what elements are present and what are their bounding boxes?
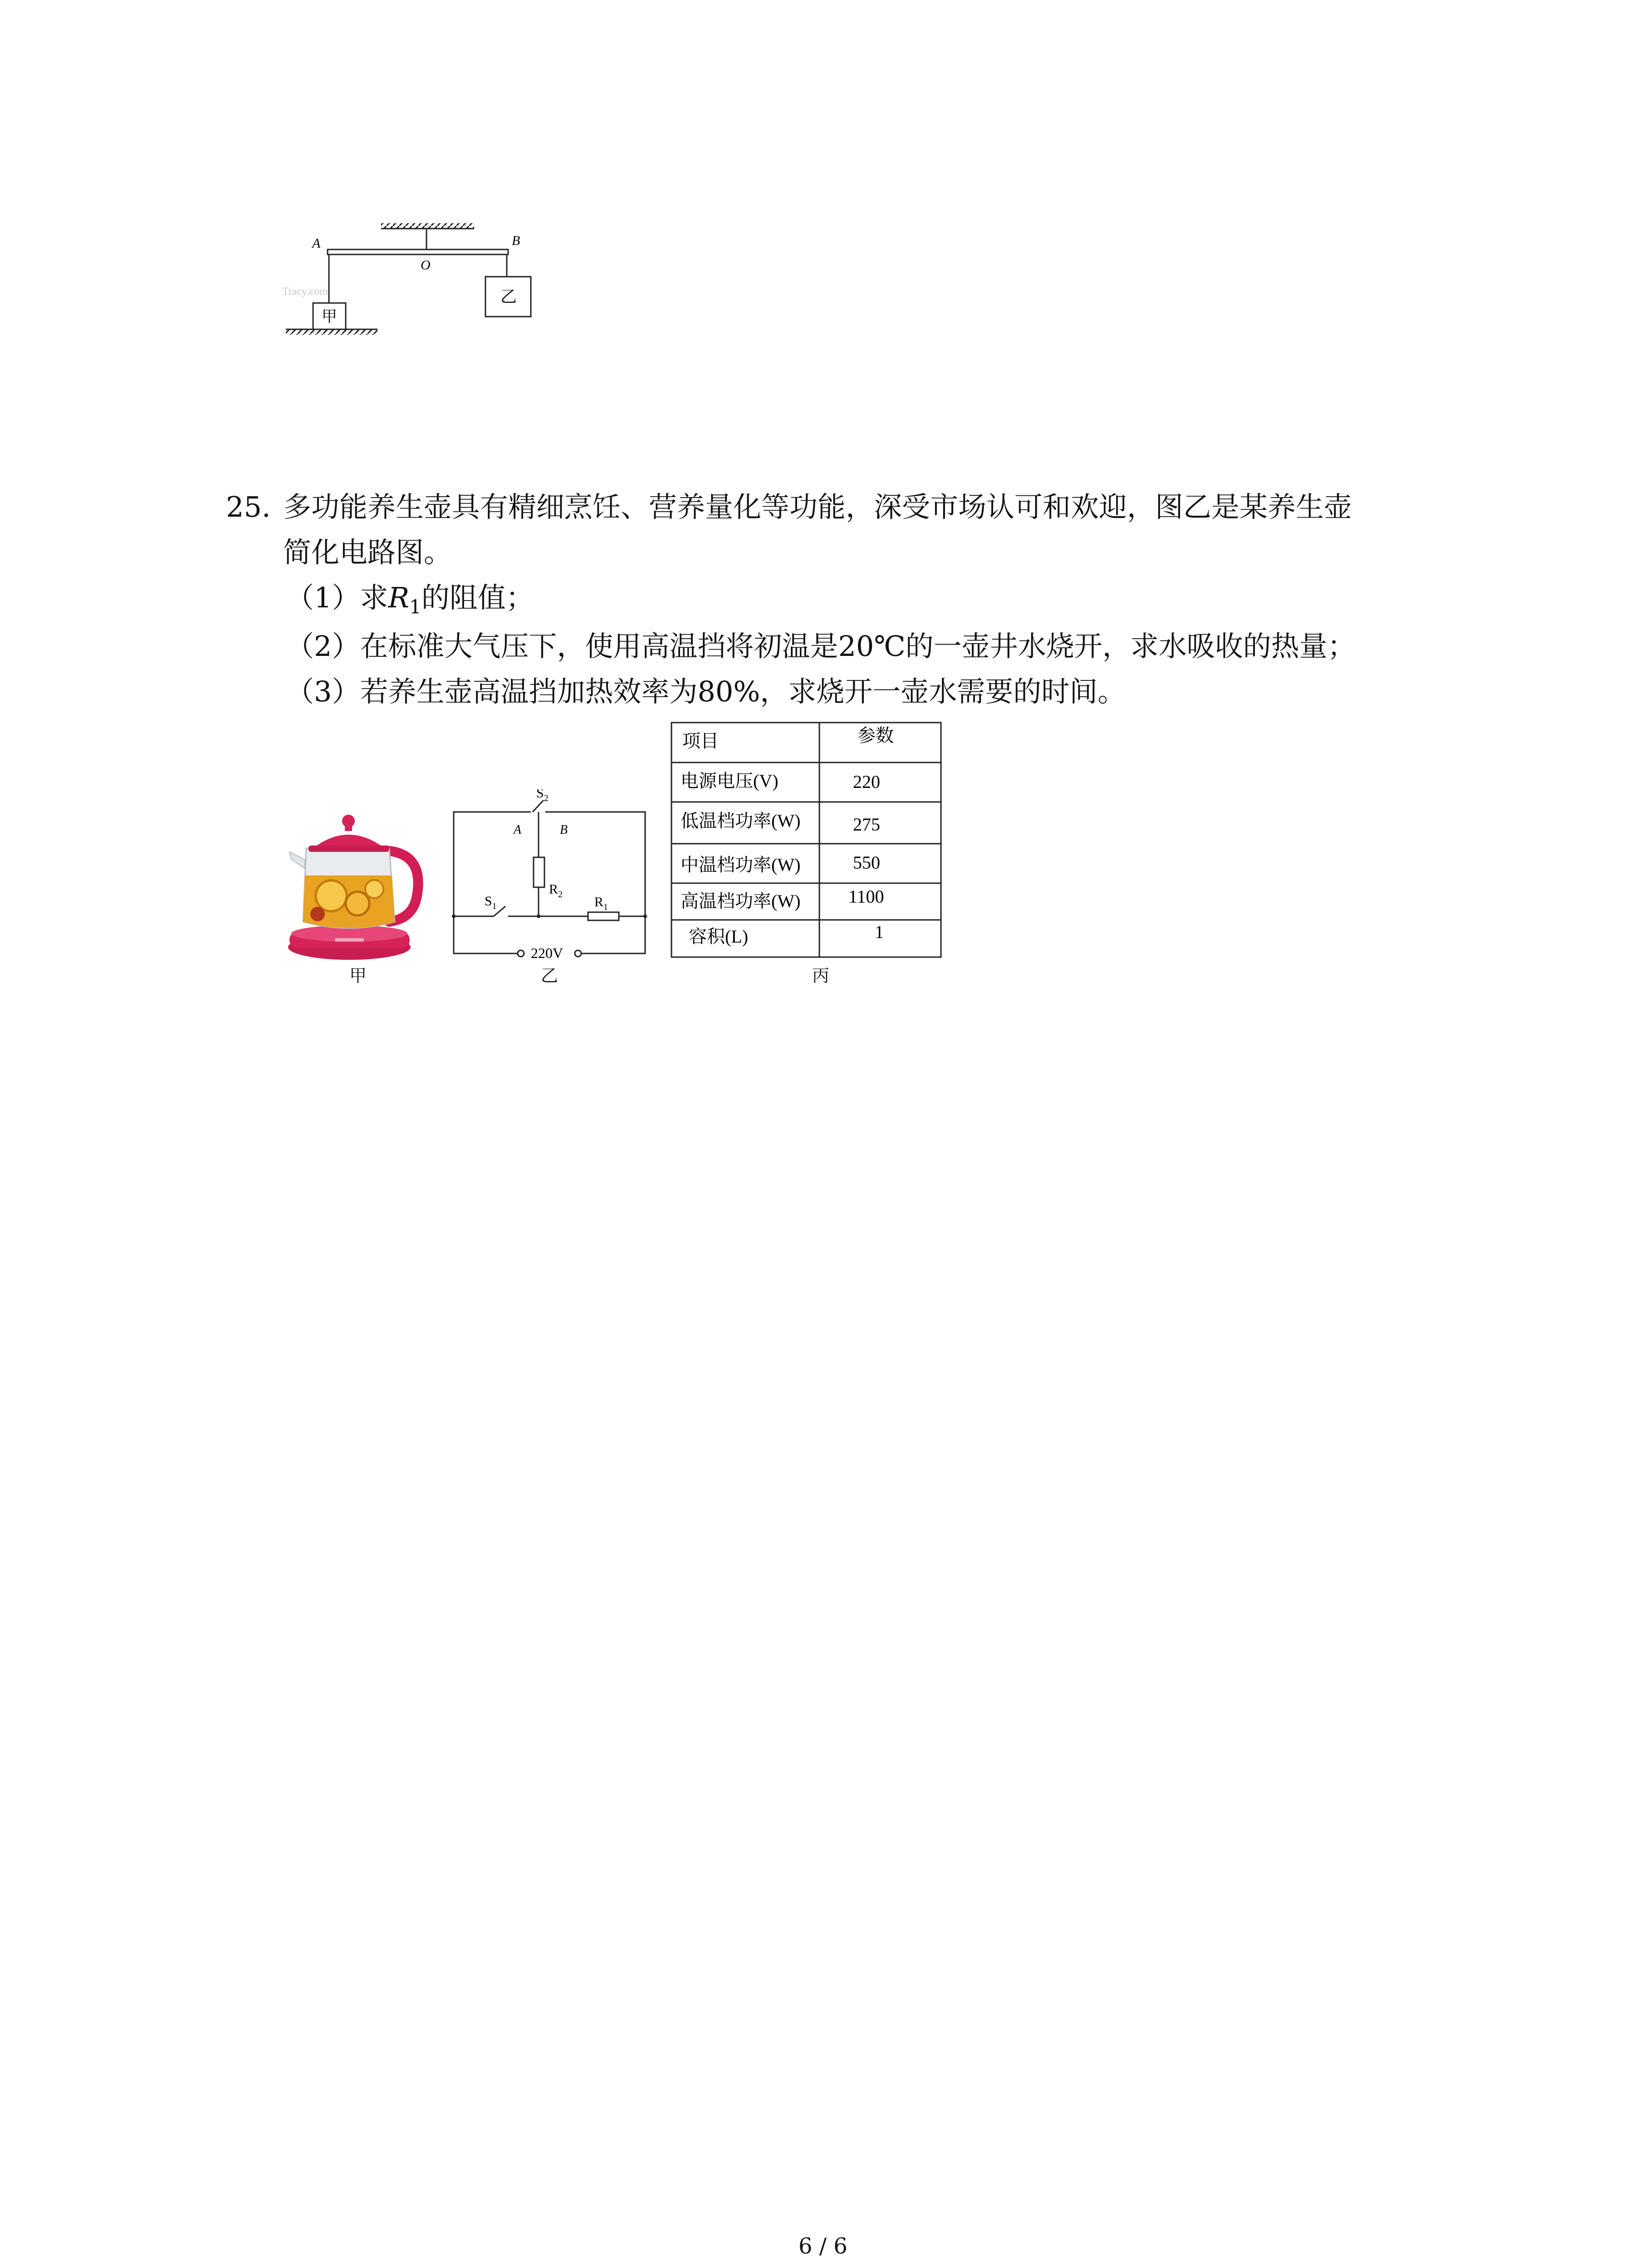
floor-ground	[286, 329, 377, 335]
label-a-circuit: A	[514, 823, 522, 837]
table-cell-label: 电源电压(V)	[681, 771, 779, 791]
sub-question-3: （3）若养生壶高温挡加热效率为80%，求烧开一壶水需要的时间。	[286, 675, 1126, 708]
label-voltage: 220V	[531, 945, 563, 961]
kettle-photo	[281, 803, 431, 966]
table-cell-value: 275	[853, 814, 880, 835]
caption-jia: 甲	[349, 966, 367, 986]
table-cell-label: 容积(L)	[689, 926, 749, 947]
sub-question-2: （2）在标准大气压下，使用高温挡将初温是20℃的一壶井水烧开，求水吸收的热量；	[286, 630, 1356, 663]
resistor-r2	[534, 857, 544, 887]
question-line-1: 多功能养生壶具有精细烹饪、营养量化等功能，深受市场认可和欢迎，图乙是某养生壶	[283, 490, 1352, 523]
table-cell-value: 1100	[848, 886, 884, 907]
label-b-circuit: B	[560, 823, 568, 837]
variable-r: R	[388, 581, 410, 614]
terminal-left	[518, 950, 524, 957]
block-yi-label: 乙	[500, 288, 517, 306]
variable-subscript: 1	[409, 596, 421, 618]
table-cell-value: 1	[875, 922, 884, 942]
caption-yi: 乙	[541, 966, 558, 986]
watermark-text: Tracy.com	[282, 286, 328, 298]
table-cell-label: 低温档功率(W)	[681, 811, 801, 831]
label-r1: $R_1$	[594, 894, 608, 912]
label-s2: $S_2$	[536, 789, 549, 803]
label-a: A	[312, 236, 321, 251]
table-cell-value: 550	[853, 852, 880, 873]
label-r2: $R_2$	[549, 882, 563, 899]
page-number: 6 / 6	[798, 2234, 847, 2259]
sub-question-1-prefix: （1）求	[286, 581, 388, 614]
caption-bing: 丙	[812, 966, 830, 986]
label-s1: $S_1$	[485, 894, 497, 911]
label-o: O	[421, 258, 431, 273]
table-cell-label: 高温档功率(W)	[681, 891, 801, 911]
question-line-2: 简化电路图。	[283, 536, 452, 569]
lever-bar	[328, 249, 508, 254]
question-number: 25.	[226, 490, 271, 523]
sub-question-1	[286, 575, 534, 630]
ceiling-support	[381, 223, 474, 229]
table-header-value: 参数	[857, 725, 894, 746]
resistor-r1	[588, 912, 619, 920]
terminal-right	[575, 950, 581, 957]
block-jia-label: 甲	[322, 308, 337, 325]
label-b: B	[512, 233, 520, 248]
table-cell-value: 220	[853, 772, 880, 792]
lever-diagram	[272, 213, 554, 349]
table-header-item: 项目	[682, 731, 719, 751]
table-cell-label: 中温档功率(W)	[681, 855, 801, 875]
parameter-table	[667, 719, 948, 964]
sub-question-1-suffix: 的阻值；	[421, 581, 534, 614]
